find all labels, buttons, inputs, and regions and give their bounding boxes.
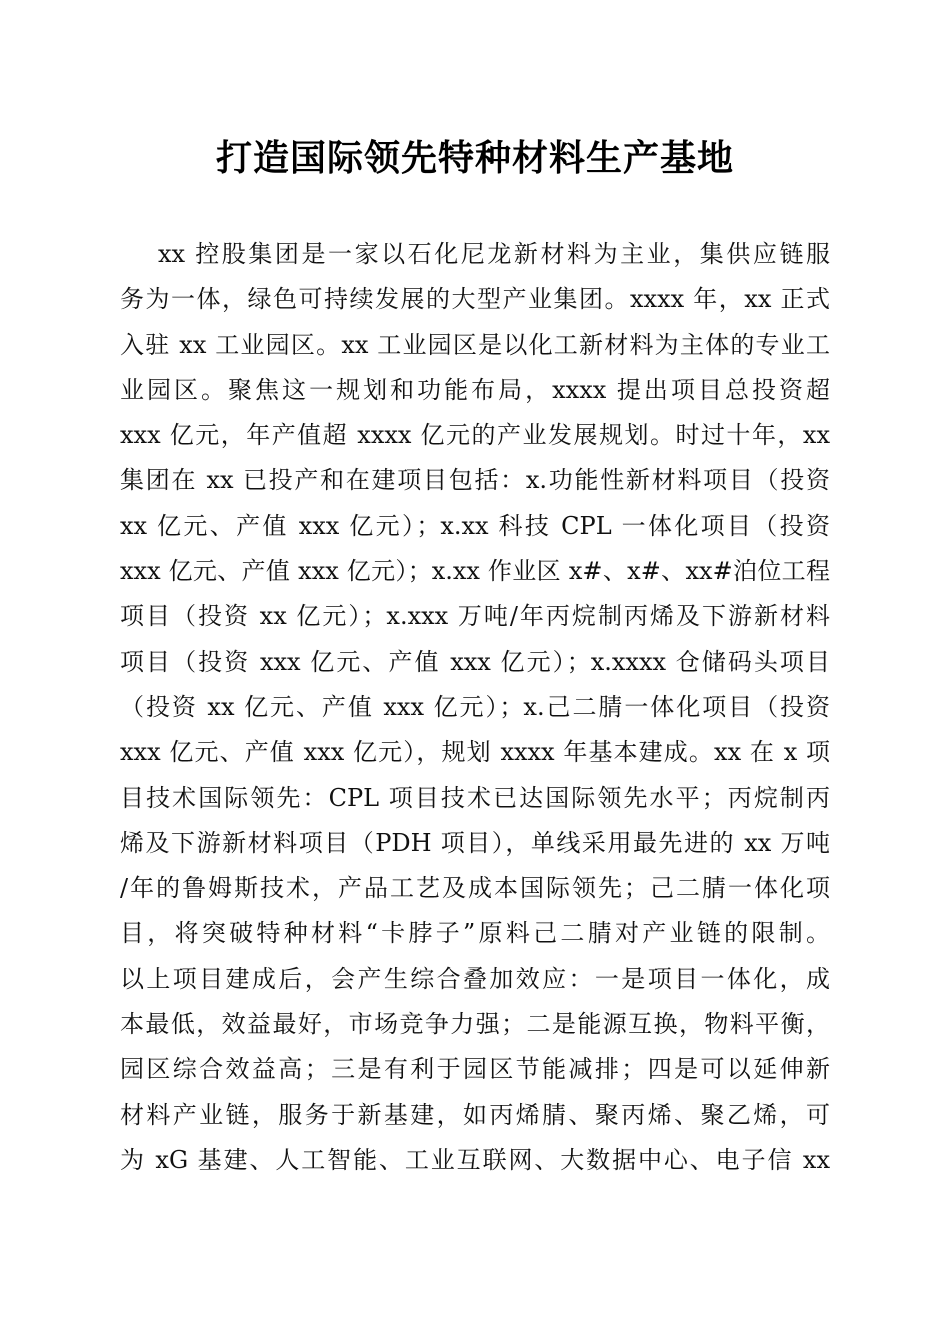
body-line: xxx 亿元、产值 xxx 亿元）；x.xx 作业区 x#、x#、xx#泊位工程 — [120, 557, 830, 586]
body-line: xxx 亿元、产值 xxx 亿元），规划 xxxx 年基本建成。xx 在 x 项 — [120, 738, 830, 767]
body-line: 集团在 xx 已投产和在建项目包括：x.功能性新材料项目（投资 — [120, 466, 830, 495]
body-line: xx 亿元、产值 xxx 亿元）；x.xx 科技 CPL 一体化项目（投资 — [120, 511, 830, 540]
body-line: 烯及下游新材料项目（PDH 项目），单线采用最先进的 xx 万吨 — [120, 828, 830, 857]
body-line: /年的鲁姆斯技术，产品工艺及成本国际领先；己二腈一体化项 — [120, 874, 830, 903]
body-line: 目技术国际领先：CPL 项目技术已达国际领先水平；丙烷制丙 — [120, 783, 830, 812]
body-line: 业园区。聚焦这一规划和功能布局，xxxx 提出项目总投资超 — [120, 375, 830, 404]
body-line: 务为一体，绿色可持续发展的大型产业集团。xxxx 年，xx 正式 — [120, 285, 830, 314]
body-line: 项目（投资 xx 亿元）；x.xxx 万吨/年丙烷制丙烯及下游新材料 — [120, 602, 830, 631]
body-line: xx 控股集团是一家以石化尼龙新材料为主业，集供应链服 — [158, 240, 830, 268]
body-line: 项目（投资 xxx 亿元、产值 xxx 亿元）；x.xxxx 仓储码头项目 — [120, 647, 830, 676]
body-line: 入驻 xx 工业园区。xx 工业园区是以化工新材料为主体的专业工 — [120, 330, 830, 359]
body-line: 园区综合效益高；三是有利于园区节能减排；四是可以延伸新 — [120, 1055, 830, 1084]
document-body — [120, 236, 830, 1187]
body-line: 本最低，效益最好，市场竞争力强；二是能源互换，物料平衡， — [120, 1010, 830, 1039]
body-line: 以上项目建成后，会产生综合叠加效应：一是项目一体化，成 — [120, 964, 830, 993]
body-line: 目，将突破特种材料“卡脖子”原料己二腈对产业链的限制。 — [120, 919, 830, 948]
body-line: 为 xG 基建、人工智能、工业互联网、大数据中心、电子信 xx — [120, 1145, 830, 1174]
document-title: 打造国际领先特种材料生产基地 — [215, 137, 734, 179]
body-line: xxx 亿元，年产值超 xxxx 亿元的产业发展规划。时过十年，xx — [120, 421, 830, 450]
body-line: 材料产业链，服务于新基建，如丙烯腈、聚丙烯、聚乙烯，可 — [120, 1100, 830, 1129]
body-line: （投资 xx 亿元、产值 xxx 亿元）；x.己二腈一体化项目（投资 — [120, 692, 830, 721]
